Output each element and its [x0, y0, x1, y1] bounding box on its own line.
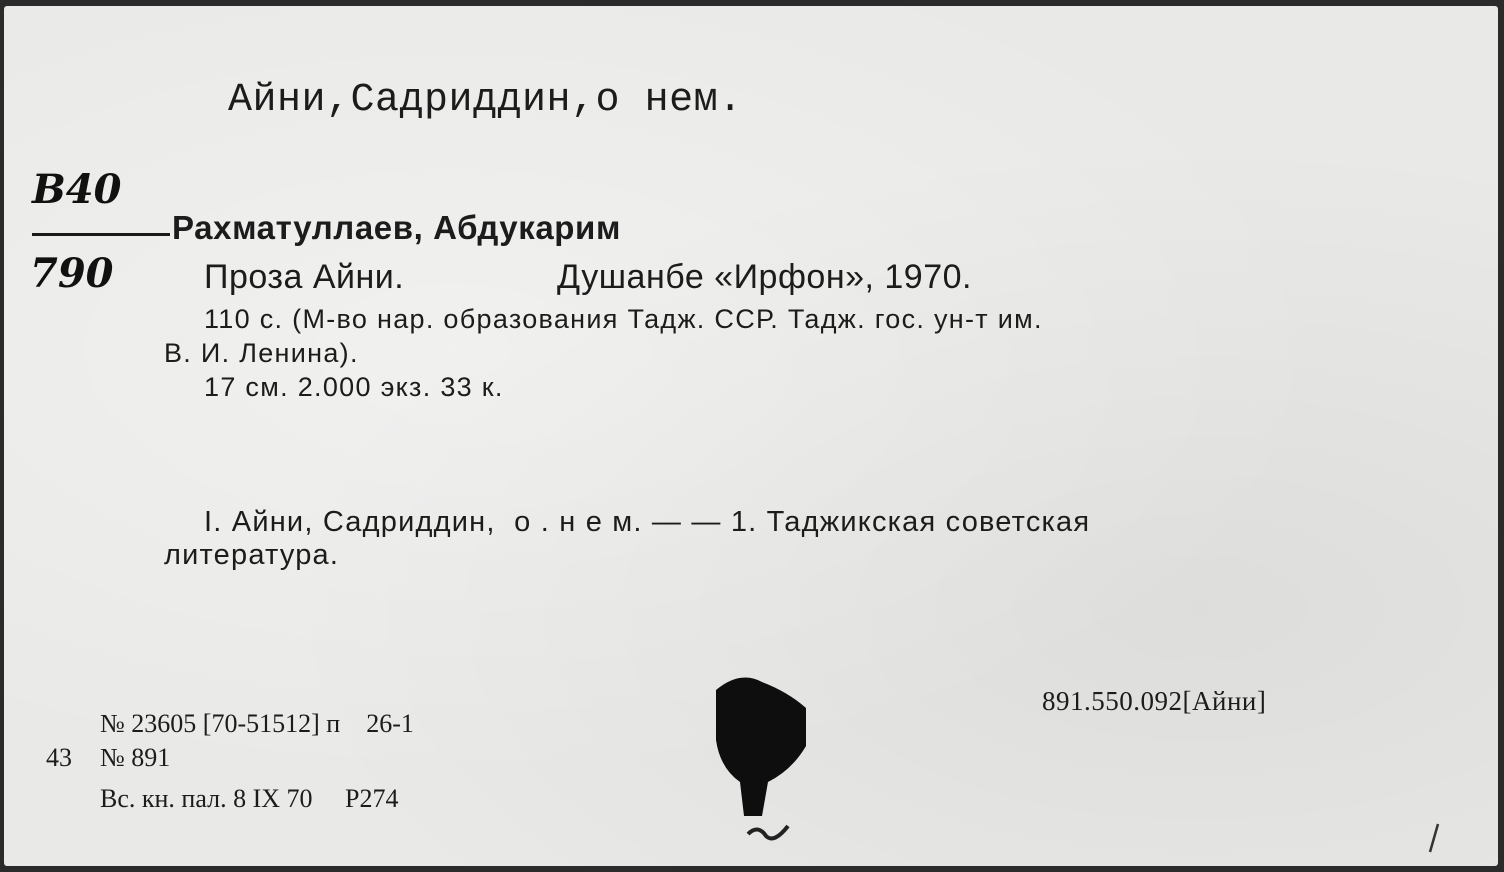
- call-number-bottom: 790: [30, 250, 114, 297]
- physical-description: 17 см. 2.000 экз. 33 к.: [204, 372, 504, 402]
- imprint: Душанбе «Ирфон», 1970.: [557, 258, 972, 296]
- subject-line-1: I. Айни, Садриддин, о . н е м. — — 1. Таджикская советская: [204, 506, 1091, 538]
- subject-line-2: литература.: [164, 539, 340, 571]
- typed-heading: Айни,Садриддин,о нем.: [228, 78, 743, 123]
- author-heading: Рахматуллаев, Абдукарим: [172, 209, 621, 246]
- footer-line-3: Вс. кн. пал. 8 IX 70 Р274: [100, 784, 399, 813]
- call-number-top: В40: [32, 166, 122, 213]
- classification-index: 891.550.092[Айни]: [1042, 686, 1267, 716]
- description-line-1: 110 с. (М-во нар. образования Тадж. ССР. Тадж. гос. ун-т им.: [204, 304, 1043, 334]
- description-line-2: В. И. Ленина).: [164, 338, 359, 368]
- printer-mark-icon: [704, 668, 814, 866]
- footer-line-2-prefix: 43: [46, 743, 72, 772]
- call-number-divider: [32, 233, 170, 236]
- footer-line-1: № 23605 [70-51512] п 26-1: [100, 709, 414, 738]
- catalog-card: [4, 6, 1498, 866]
- stray-mark: [1424, 820, 1444, 856]
- book-title: Проза Айни.: [204, 258, 405, 296]
- footer-line-2: № 891: [100, 743, 171, 772]
